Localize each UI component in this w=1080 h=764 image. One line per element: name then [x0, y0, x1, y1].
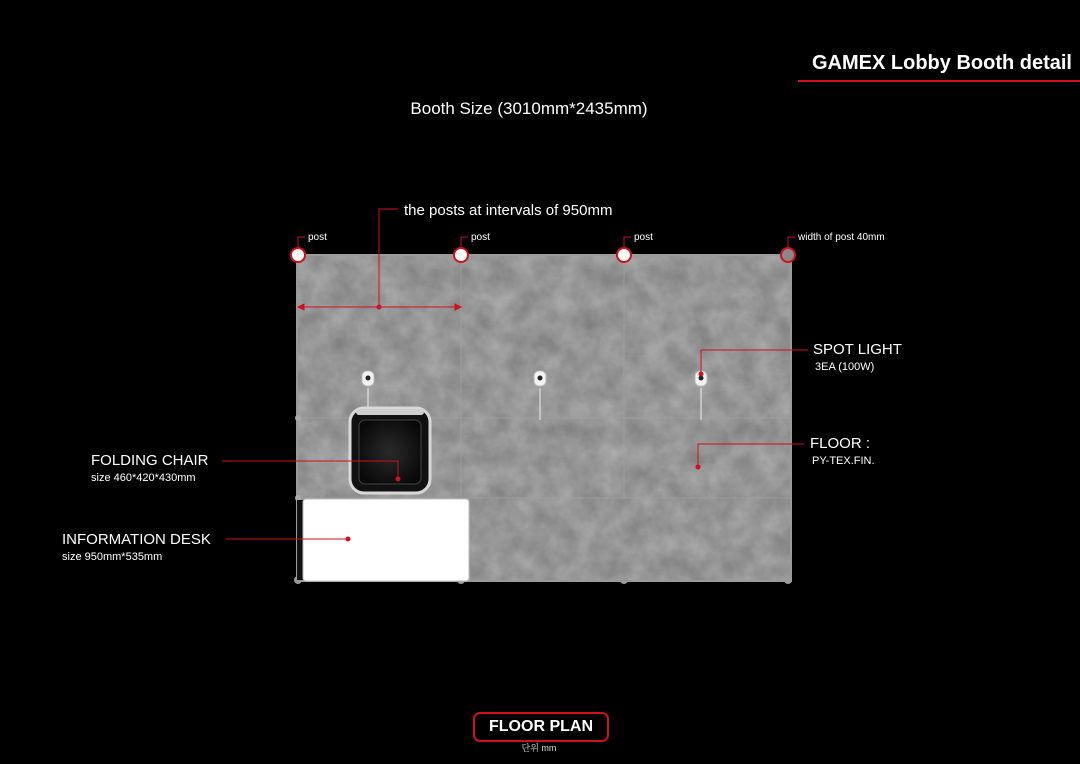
folding-chair-detail: size 460*420*430mm	[91, 472, 196, 484]
floor-plan-label: FLOOR PLAN	[473, 712, 609, 742]
post-marker	[291, 248, 305, 262]
information-desk-drawing	[297, 499, 469, 581]
post-marker	[454, 248, 468, 262]
spot-light-detail: 3EA (100W)	[815, 361, 875, 373]
unit-label: 단위 mm	[521, 743, 557, 753]
floor-detail: PY-TEX.FIN.	[812, 455, 875, 467]
information-desk-detail: size 950mm*535mm	[62, 551, 163, 563]
post-label: post	[308, 232, 327, 243]
booth-size-label: Booth Size (3010mm*2435mm)	[410, 99, 648, 118]
page-title: GAMEX Lobby Booth detail	[812, 52, 1072, 74]
post-marker	[781, 248, 795, 262]
folding-chair-drawing	[350, 408, 430, 493]
post-marker	[617, 248, 631, 262]
post-label: post	[471, 232, 490, 243]
posts-interval-label: the posts at intervals of 950mm	[404, 202, 613, 219]
spot-light-title: SPOT LIGHT	[813, 341, 902, 358]
information-desk-title: INFORMATION DESK	[62, 531, 211, 548]
folding-chair-title: FOLDING CHAIR	[91, 452, 209, 469]
floor-title: FLOOR :	[810, 435, 871, 452]
post-label: post	[634, 232, 653, 243]
post-width-label: width of post 40mm	[798, 232, 885, 243]
